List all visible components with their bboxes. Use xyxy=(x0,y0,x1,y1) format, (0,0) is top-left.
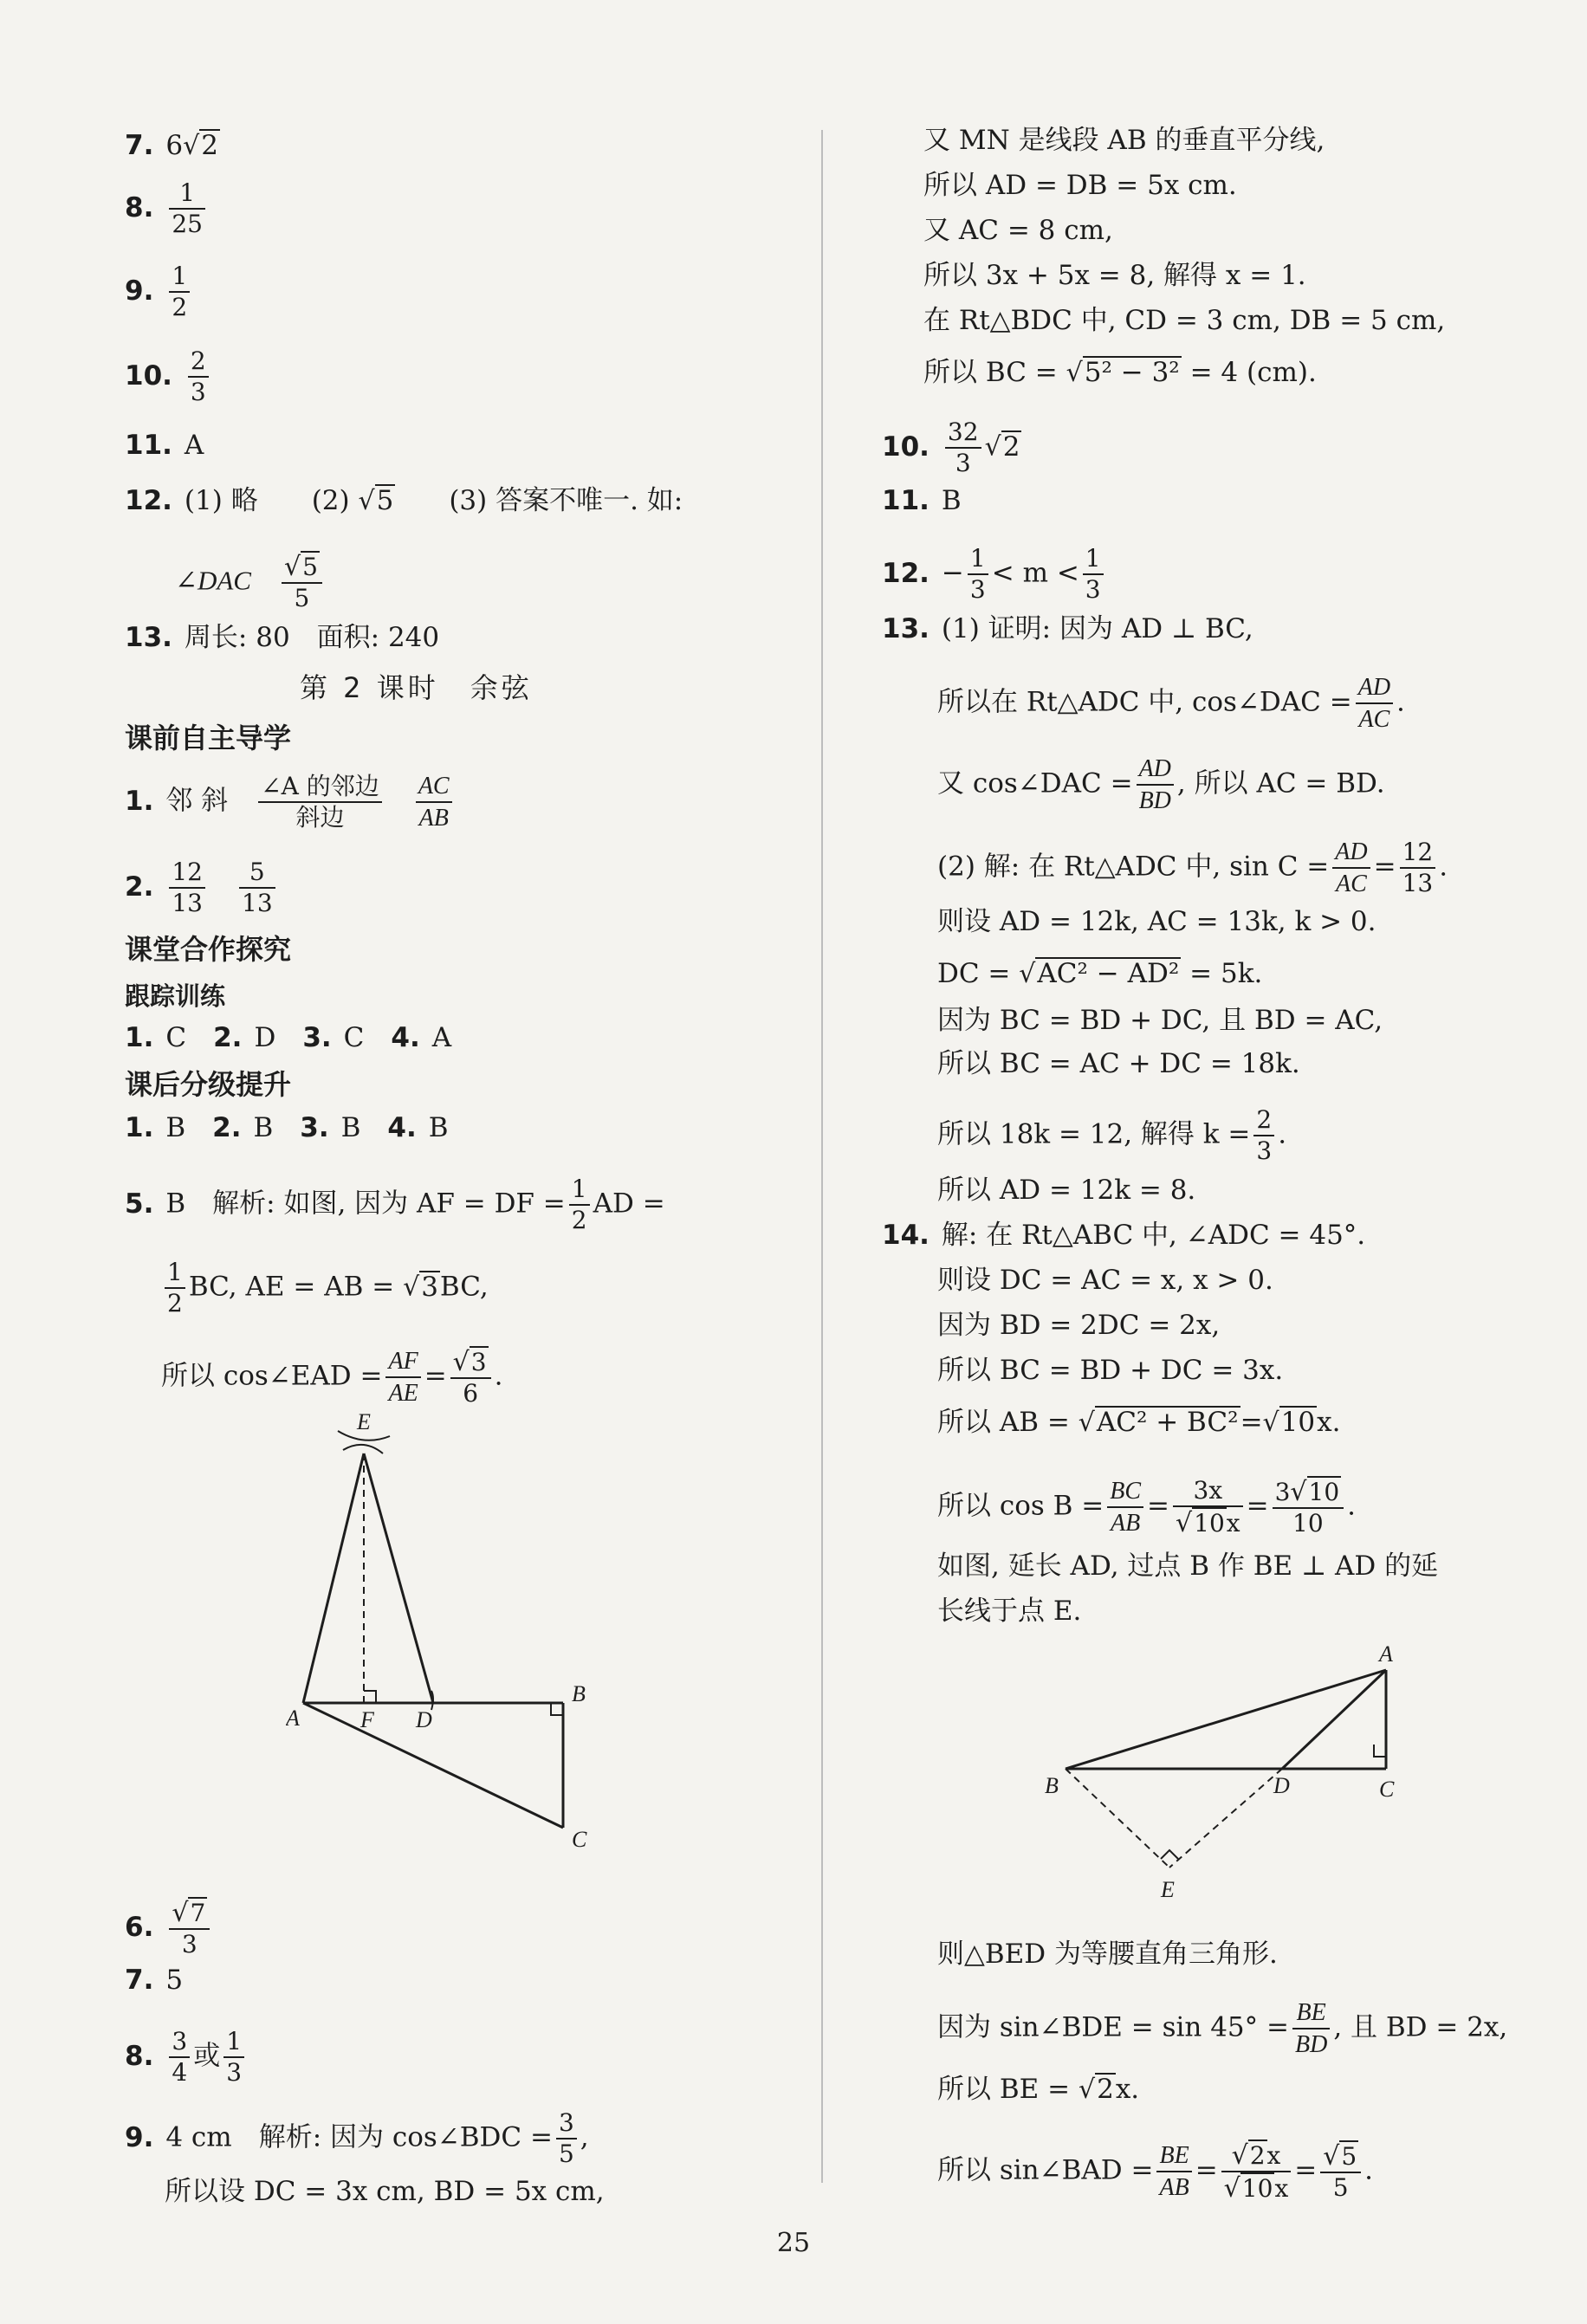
figure-triangle-aeb xyxy=(286,1412,615,1862)
heading-after-class: 课后分级提升 xyxy=(125,1068,292,1101)
r-answer-14-l2: 则设 DC = AC = x, x > 0. xyxy=(937,1265,1273,1296)
answer-12: 12. (1) 略 (2) √5 (3) 答案不唯一. 如: xyxy=(125,485,683,516)
r-answer-13-l3: 又 cos∠DAC = $\frac{AD}{BD}$ , 所以 AC = BD. xyxy=(937,755,1385,814)
answer-2-pre: 2. $\frac{12}{13}$ $\frac{5}{13}$ xyxy=(125,858,279,918)
label-D: D xyxy=(416,1707,432,1732)
answer-8b: 8. $\frac{3}{4}$ 或 $\frac{1}{3}$ xyxy=(125,2027,248,2088)
label-F: F xyxy=(360,1707,374,1732)
r-answer-13-l4: (2) 解: 在 Rt△ADC 中, sin C = $\frac{AD}{AC}$ = $\frac{12}{13}$ . xyxy=(937,838,1448,897)
line-ab xyxy=(1066,1670,1386,1769)
after-answers: 1. B 2. B 3. B 4. B xyxy=(125,1112,449,1143)
label-B: B xyxy=(572,1681,586,1706)
r-line-3: 又 AC = 8 cm, xyxy=(923,215,1113,246)
line-ae xyxy=(303,1453,364,1703)
answer-6: 6. $\frac{√7}{3}$ xyxy=(125,1897,213,1959)
arc-top-2 xyxy=(343,1445,383,1453)
label-A: A xyxy=(1379,1641,1393,1667)
r-answer-13-l2: 所以在 Rt△ADC 中, cos∠DAC = $\frac{AD}{AC}$ . xyxy=(937,674,1405,733)
r-answer-14-l3: 因为 BD = 2DC = 2x, xyxy=(937,1310,1221,1341)
answer-5-line2: $\frac{1}{2}$ BC, AE = AB = √3BC, xyxy=(161,1258,489,1318)
label-B: B xyxy=(1045,1773,1059,1798)
r-line-6: 所以 BC = √5² − 3² = 4 (cm). xyxy=(923,357,1317,388)
line-de-dashed xyxy=(1169,1769,1282,1868)
label-D: D xyxy=(1273,1773,1290,1798)
r-answer-13-l10: 所以 AD = 12k = 8. xyxy=(937,1175,1196,1206)
r-answer-14-l4: 所以 BC = BD + DC = 3x. xyxy=(937,1355,1284,1386)
right-angle-c xyxy=(1374,1745,1386,1757)
section-title: 第 2 课时 余弦 xyxy=(300,671,533,704)
line-ed xyxy=(364,1453,433,1703)
r-answer-14-l8: 长线于点 E. xyxy=(937,1596,1082,1627)
answer-10: 10. $\frac{2}{3}$ xyxy=(125,346,212,407)
r-answer-13-l9: 所以 18k = 12, 解得 k = $\frac{2}{3}$ . xyxy=(937,1105,1287,1165)
label-C: C xyxy=(572,1827,587,1852)
r-answer-14-l9: 则△BED 为等腰直角三角形. xyxy=(937,1939,1278,1970)
answer-5-line3: 所以 cos∠EAD = $\frac{AF}{AE}$ = $\frac{√3}{6}$ . xyxy=(161,1347,503,1408)
answer-7b: 7. 5 xyxy=(125,1965,184,1996)
page-number: 25 xyxy=(776,2228,811,2258)
right-angle-e xyxy=(1161,1850,1178,1859)
answer-7: 7. 6√2 xyxy=(125,130,218,161)
right-angle-f xyxy=(364,1691,376,1703)
r-answer-13-l8: 所以 BC = AC + DC = 18k. xyxy=(937,1048,1300,1079)
r-answer-13-l5: 则设 AD = 12k, AC = 13k, k > 0. xyxy=(937,906,1376,937)
heading-pre-class: 课前自主导学 xyxy=(125,722,292,754)
r-answer-10: 10. $\frac{32}{3}$ √2 xyxy=(882,418,1020,477)
answer-9b-line2: 所以设 DC = 3x cm, BD = 5x cm, xyxy=(165,2176,605,2207)
r-line-4: 所以 3x + 5x = 8, 解得 x = 1. xyxy=(923,260,1306,291)
r-answer-14-l5: 所以 AB = √AC² + BC²=√10x. xyxy=(937,1407,1341,1438)
line-ac xyxy=(303,1703,563,1828)
r-answer-11: 11. B xyxy=(882,485,962,516)
label-A: A xyxy=(286,1706,300,1731)
heading-tracking: 跟踪训练 xyxy=(125,981,226,1011)
answer-9b-line1: 9. 4 cm 解析: 因为 cos∠BDC = $\frac{3}{5}$ , xyxy=(125,2108,589,2168)
r-answer-14-l6: 所以 cos B = $\frac{BC}{AB}$ = $\frac{3x}{√10x}$ = $\frac{3√10}{10}$ . xyxy=(937,1476,1357,1538)
label-C: C xyxy=(1379,1777,1395,1802)
r-answer-14-l1: 14. 解: 在 Rt△ABC 中, ∠ADC = 45°. xyxy=(882,1220,1366,1251)
r-line-2: 所以 AD = DB = 5x cm. xyxy=(923,170,1237,201)
answer-5-line1: 5. B 解析: 如图, 因为 AF = DF = $\frac{1}{2}$ AD = xyxy=(125,1175,665,1234)
r-answer-12: 12. − $\frac{1}{3}$ < m < $\frac{1}{3}$ xyxy=(882,544,1107,605)
label-E: E xyxy=(1161,1877,1175,1902)
answer-12-example: ∠DAC $\frac{√5}{5}$ xyxy=(175,551,326,613)
r-answer-14-l12: 所以 sin∠BAD = $\frac{BE}{AB}$ = $\frac{√2x}{√10x}$ = $\frac{√5}{5}$ . xyxy=(937,2140,1374,2204)
right-angle-b xyxy=(551,1703,563,1715)
r-answer-14-l10: 因为 sin∠BDE = sin 45° = $\frac{BE}{BD}$ , 且 BD = 2x, xyxy=(937,1999,1508,2058)
line-be-dashed xyxy=(1066,1769,1169,1868)
answer-11: 11. A xyxy=(125,430,204,461)
answer-13: 13. 周长: 80 面积: 240 xyxy=(125,622,440,653)
r-line-1: 又 MN 是线段 AB 的垂直平分线, xyxy=(923,125,1325,156)
r-answer-13-l7: 因为 BC = BD + DC, 且 BD = AC, xyxy=(937,1005,1383,1036)
r-answer-13-l6: DC = √AC² − AD² = 5k. xyxy=(937,958,1263,989)
figure-triangle-abc xyxy=(1040,1637,1421,1914)
r-answer-13-l1: 13. (1) 证明: 因为 AD ⊥ BC, xyxy=(882,613,1253,644)
tracking-answers: 1. C 2. D 3. C 4. A xyxy=(125,1022,452,1053)
label-E: E xyxy=(357,1412,371,1434)
answer-8: 8. $\frac{1}{25}$ xyxy=(125,178,209,239)
answer-9: 9. $\frac{1}{2}$ xyxy=(125,262,193,322)
r-answer-14-l7: 如图, 延长 AD, 过点 B 作 BE ⊥ AD 的延 xyxy=(937,1550,1439,1582)
r-line-5: 在 Rt△BDC 中, CD = 3 cm, DB = 5 cm, xyxy=(923,305,1446,336)
r-answer-14-l11: 所以 BE = √2x. xyxy=(937,2074,1140,2105)
heading-class-explore: 课堂合作探究 xyxy=(125,933,292,966)
column-divider xyxy=(821,130,823,2183)
answer-1-pre: 1. 邻 斜 $\frac{\text{∠A 的邻边}}{\text{斜边}}$ $\frac{AC}{AB}$ xyxy=(125,771,456,833)
